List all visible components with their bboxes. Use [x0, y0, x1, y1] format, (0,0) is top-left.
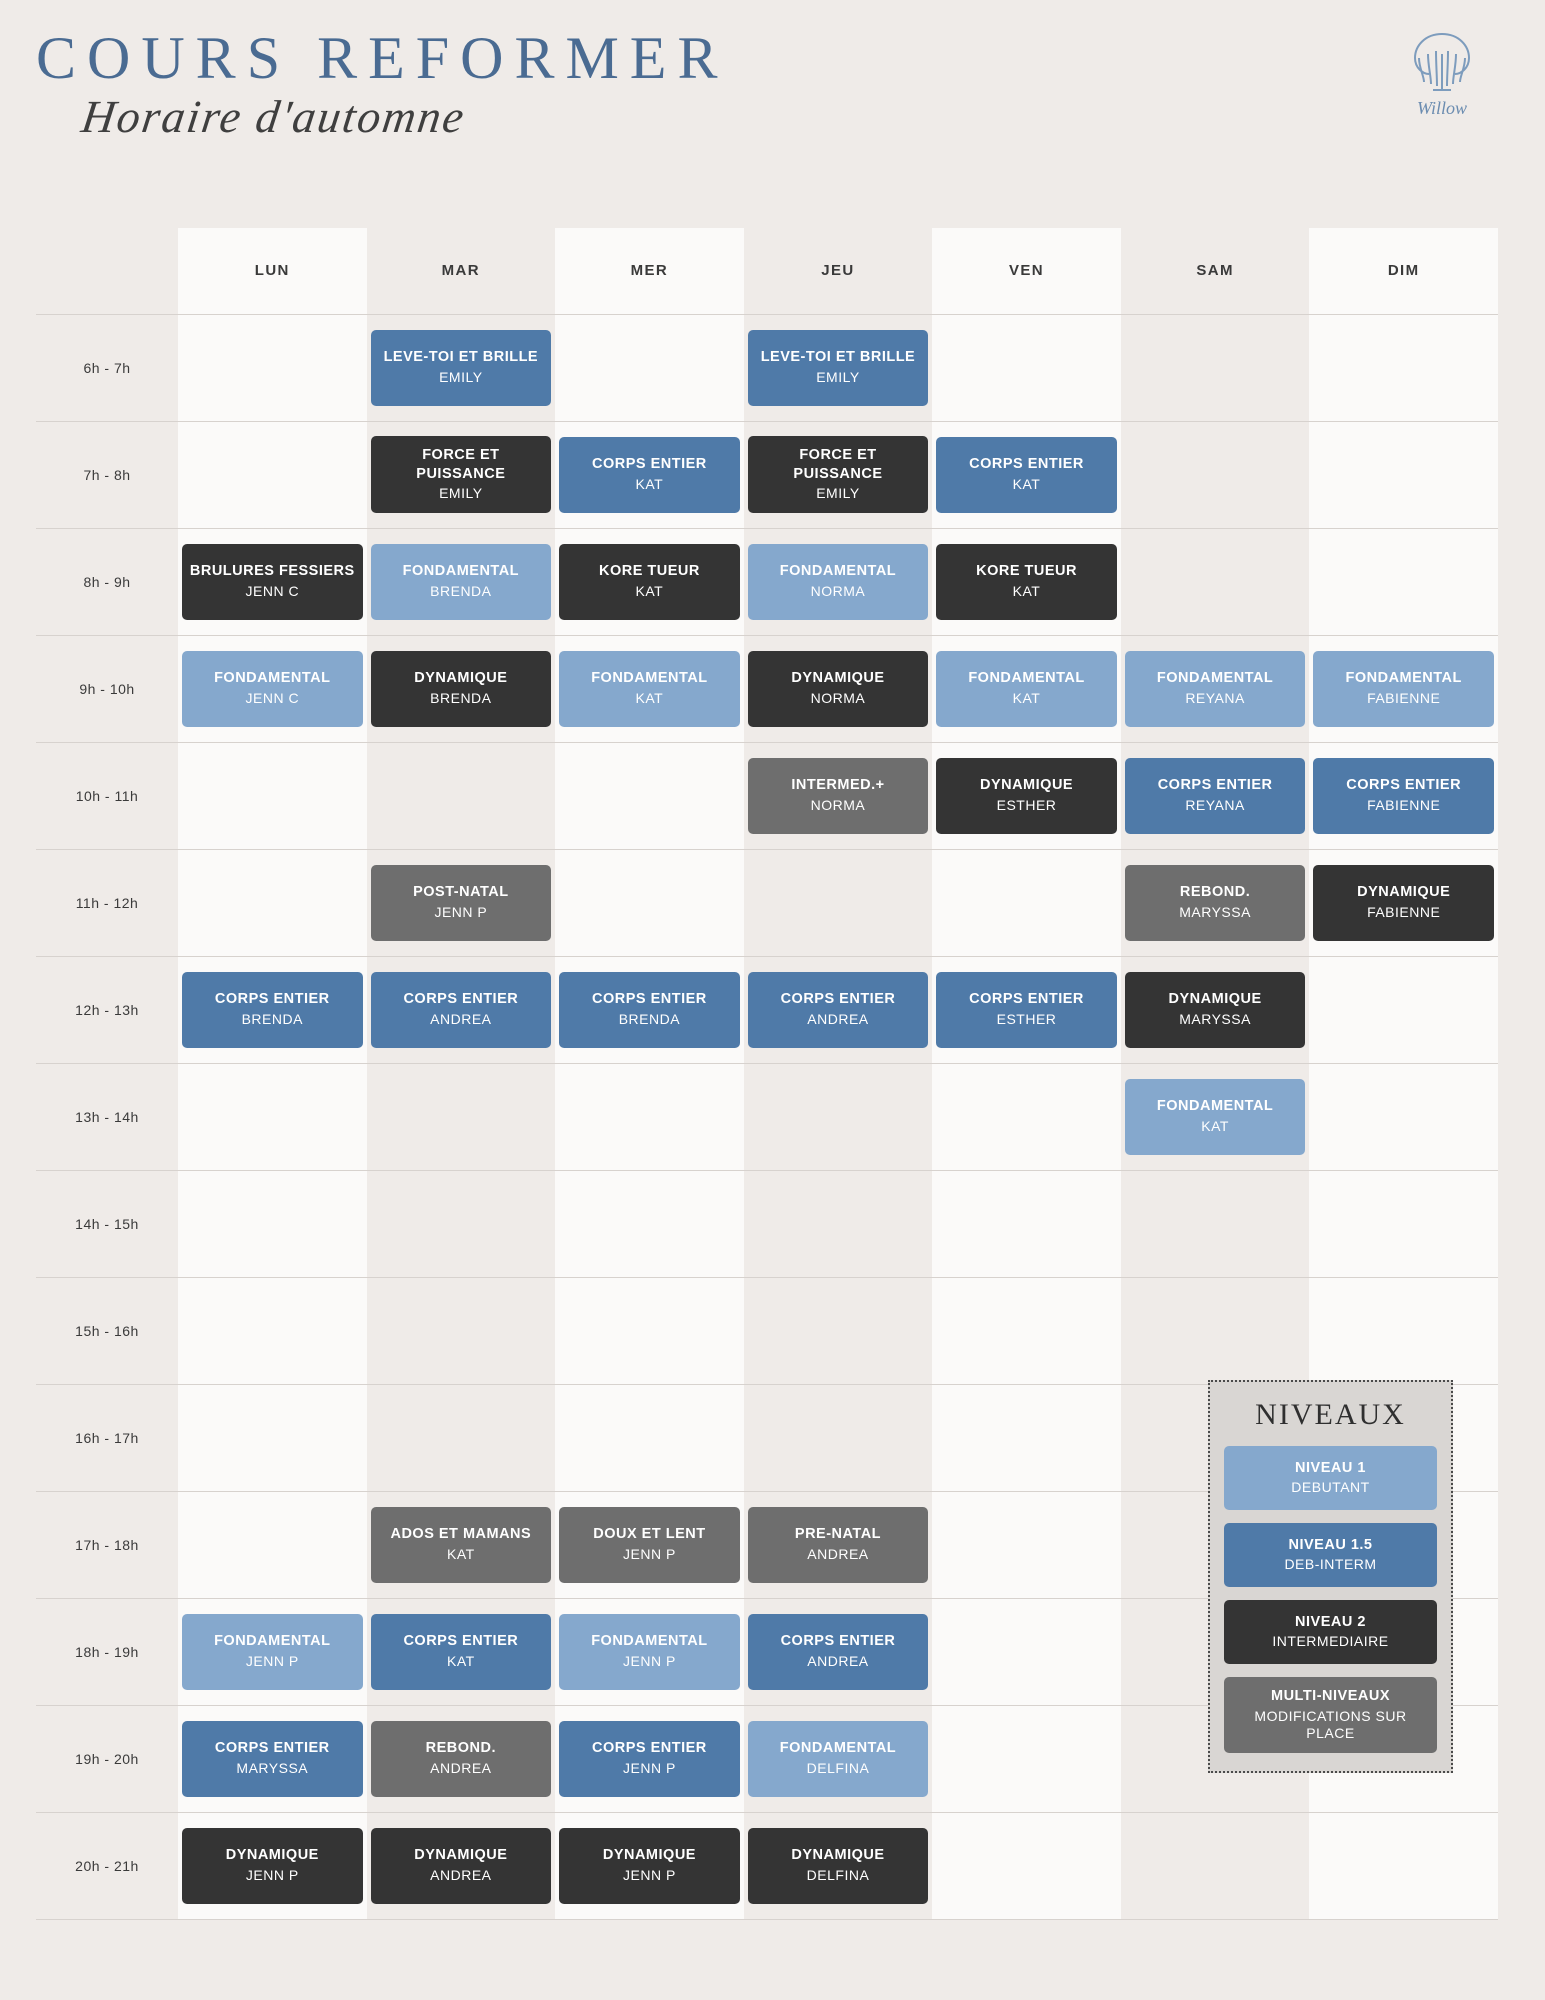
schedule-cell-mer	[555, 1277, 744, 1384]
class-name: DYNAMIQUE	[791, 1847, 885, 1864]
class-name: KORE TUEUR	[598, 563, 700, 580]
schedule-cell-mar	[367, 742, 556, 849]
class-teacher: DELFINA	[806, 1759, 870, 1776]
class-block[interactable]	[748, 1507, 929, 1583]
schedule-row	[36, 742, 1498, 849]
schedule-row	[36, 1277, 1498, 1384]
brand-logo	[1387, 24, 1497, 119]
schedule-cell-jeu	[744, 314, 933, 421]
class-name: INTERMED.+	[791, 777, 885, 794]
class-name: CORPS ENTIER	[214, 1740, 330, 1757]
class-name: CORPS ENTIER	[592, 1740, 707, 1757]
day-header-lun: LUN	[178, 228, 367, 314]
legend-item-desc: MODIFICATIONS SUR PLACE	[1254, 1707, 1407, 1742]
schedule-cell-lun	[178, 742, 367, 849]
class-teacher: REYANA	[1185, 796, 1245, 813]
class-block[interactable]	[371, 1721, 552, 1797]
class-teacher: JENN P	[623, 1652, 676, 1669]
class-teacher: BRENDA	[618, 1010, 681, 1027]
schedule-cell-lun	[178, 849, 367, 956]
class-block[interactable]	[182, 1828, 363, 1904]
legend-item-desc: INTERMEDIAIRE	[1272, 1633, 1389, 1650]
class-name: CORPS ENTIER	[780, 1633, 896, 1650]
schedule-cell-mer	[555, 956, 744, 1063]
class-teacher: NORMA	[810, 689, 866, 706]
schedule-cell-mar	[367, 314, 556, 421]
class-name: FONDAMENTAL	[214, 1633, 331, 1650]
class-block[interactable]	[371, 1614, 552, 1690]
class-teacher: KAT	[446, 1545, 475, 1562]
levels-legend	[1208, 1380, 1453, 1773]
schedule-cell-dim	[1309, 1277, 1498, 1384]
class-teacher: ANDREA	[430, 1866, 492, 1883]
class-teacher: KAT	[1201, 1117, 1229, 1134]
schedule-cell-mar	[367, 1705, 556, 1812]
day-header-mar: MAR	[367, 228, 556, 314]
class-name: LEVE-TOI ET BRILLE	[383, 349, 539, 366]
schedule-cell-mar	[367, 849, 556, 956]
class-teacher: FABIENNE	[1367, 903, 1441, 920]
schedule-cell-mar	[367, 528, 556, 635]
schedule-cell-lun	[178, 635, 367, 742]
time-column-header	[36, 228, 178, 314]
class-teacher: EMILY	[816, 485, 860, 502]
class-name: FONDAMENTAL	[779, 1740, 897, 1757]
schedule-row	[36, 849, 1498, 956]
schedule-cell-ven	[932, 1170, 1121, 1277]
time-label: 20h - 21h	[36, 1812, 178, 1919]
schedule-cell-mer	[555, 1598, 744, 1705]
class-block[interactable]	[182, 651, 363, 727]
class-teacher: JENN C	[245, 582, 300, 599]
schedule-row	[36, 421, 1498, 528]
time-label: 9h - 10h	[36, 635, 178, 742]
table-header-row	[36, 228, 1498, 314]
class-teacher: MARYSSA	[1179, 1010, 1251, 1027]
schedule-cell-mer	[555, 742, 744, 849]
time-label: 19h - 20h	[36, 1705, 178, 1812]
class-teacher: BRENDA	[241, 1010, 303, 1027]
class-block[interactable]	[748, 330, 929, 406]
schedule-cell-jeu	[744, 1063, 933, 1170]
legend-item-name: NIVEAU 1	[1295, 1459, 1366, 1476]
legend-item-name: MULTI-NIVEAUX	[1270, 1688, 1390, 1704]
schedule-cell-dim	[1309, 421, 1498, 528]
class-block[interactable]	[1313, 651, 1494, 727]
class-block[interactable]	[182, 1721, 363, 1797]
class-name: DYNAMIQUE	[225, 1847, 319, 1864]
class-teacher: JENN P	[623, 1545, 676, 1562]
schedule-row	[36, 1063, 1498, 1170]
schedule-cell-mar	[367, 1170, 556, 1277]
time-label: 18h - 19h	[36, 1598, 178, 1705]
class-name: FONDAMENTAL	[968, 670, 1085, 687]
legend-item-name: NIVEAU 2	[1295, 1613, 1366, 1630]
class-block[interactable]	[182, 1614, 363, 1690]
class-teacher: BRENDA	[430, 689, 492, 706]
schedule-cell-lun	[178, 1598, 367, 1705]
class-teacher: KAT	[635, 582, 664, 599]
class-name: CORPS ENTIER	[214, 991, 330, 1008]
schedule-cell-ven	[932, 421, 1121, 528]
schedule-cell-jeu	[744, 1384, 933, 1491]
class-name: KORE TUEUR	[976, 563, 1077, 580]
schedule-cell-sam	[1121, 956, 1310, 1063]
schedule-cell-mar	[367, 421, 556, 528]
class-teacher: MARYSSA	[236, 1759, 309, 1776]
schedule-cell-lun	[178, 314, 367, 421]
schedule-cell-ven	[932, 956, 1121, 1063]
schedule-cell-sam	[1121, 849, 1310, 956]
schedule-cell-lun	[178, 1491, 367, 1598]
class-block[interactable]	[559, 1507, 740, 1583]
day-header-dim: DIM	[1309, 228, 1498, 314]
schedule-cell-jeu	[744, 421, 933, 528]
class-block[interactable]	[1125, 865, 1306, 941]
schedule-cell-lun	[178, 1812, 367, 1919]
time-label: 14h - 15h	[36, 1170, 178, 1277]
class-teacher: JENN P	[434, 903, 488, 920]
schedule-cell-ven	[932, 635, 1121, 742]
class-block[interactable]	[1125, 651, 1306, 727]
class-name: FONDAMENTAL	[779, 563, 897, 580]
class-block[interactable]	[748, 436, 929, 513]
class-teacher: EMILY	[439, 485, 483, 502]
schedule-cell-jeu	[744, 528, 933, 635]
class-teacher: EMILY	[439, 368, 483, 385]
class-teacher: JENN P	[623, 1866, 676, 1883]
class-block[interactable]	[936, 758, 1117, 834]
class-teacher: NORMA	[810, 796, 866, 813]
schedule-cell-jeu	[744, 849, 933, 956]
class-teacher: NORMA	[810, 582, 866, 599]
class-teacher: ANDREA	[430, 1759, 492, 1776]
schedule-cell-dim	[1309, 1063, 1498, 1170]
schedule-cell-jeu	[744, 1491, 933, 1598]
schedule-cell-mar	[367, 1491, 556, 1598]
class-name: DYNAMIQUE	[979, 777, 1074, 794]
schedule-cell-mar	[367, 635, 556, 742]
time-label: 8h - 9h	[36, 528, 178, 635]
page-title: COURS REFORMER	[36, 25, 729, 91]
time-label: 16h - 17h	[36, 1384, 178, 1491]
class-name: REBOND.	[1179, 884, 1251, 901]
class-block[interactable]	[371, 651, 552, 727]
schedule-row	[36, 314, 1498, 421]
class-name: FONDAMENTAL	[1156, 1098, 1274, 1115]
schedule-cell-ven	[932, 314, 1121, 421]
time-label: 13h - 14h	[36, 1063, 178, 1170]
class-block[interactable]	[748, 544, 929, 620]
class-block[interactable]	[559, 1614, 740, 1690]
class-block[interactable]	[182, 544, 363, 620]
schedule-cell-mar	[367, 1812, 556, 1919]
class-name: CORPS ENTIER	[592, 456, 707, 473]
schedule-cell-mer	[555, 421, 744, 528]
schedule-cell-mar	[367, 1277, 556, 1384]
schedule-cell-mer	[555, 1491, 744, 1598]
class-block[interactable]	[182, 972, 363, 1048]
class-block[interactable]	[559, 544, 740, 620]
schedule-cell-ven	[932, 1705, 1121, 1812]
class-name: DYNAMIQUE	[414, 670, 508, 687]
class-name: DYNAMIQUE	[414, 1847, 508, 1864]
schedule-cell-mar	[367, 1063, 556, 1170]
schedule-cell-ven	[932, 742, 1121, 849]
class-name: FORCE ET PUISSANCE	[793, 447, 883, 482]
class-block[interactable]	[371, 1507, 552, 1583]
schedule-cell-jeu	[744, 1170, 933, 1277]
schedule-cell-jeu	[744, 1277, 933, 1384]
schedule-cell-dim	[1309, 1170, 1498, 1277]
schedule-cell-jeu	[744, 1812, 933, 1919]
schedule-cell-mar	[367, 1598, 556, 1705]
time-label: 17h - 18h	[36, 1491, 178, 1598]
legend-item	[1224, 1677, 1437, 1753]
schedule-row	[36, 1170, 1498, 1277]
time-label: 15h - 16h	[36, 1277, 178, 1384]
class-name: CORPS ENTIER	[403, 991, 519, 1008]
legend-item	[1224, 1523, 1437, 1587]
time-label: 11h - 12h	[36, 849, 178, 956]
class-name: FORCE ET PUISSANCE	[416, 447, 506, 482]
class-teacher: MARYSSA	[1179, 903, 1251, 920]
class-teacher: ANDREA	[807, 1010, 869, 1027]
class-name: CORPS ENTIER	[780, 991, 896, 1008]
schedule-cell-mar	[367, 1384, 556, 1491]
class-name: FONDAMENTAL	[591, 670, 708, 687]
class-block[interactable]	[936, 651, 1117, 727]
class-block[interactable]	[559, 972, 740, 1048]
schedule-cell-jeu	[744, 1705, 933, 1812]
schedule-cell-lun	[178, 528, 367, 635]
class-block[interactable]	[1313, 865, 1494, 941]
time-label: 12h - 13h	[36, 956, 178, 1063]
schedule-cell-lun	[178, 1705, 367, 1812]
legend-item-name: NIVEAU 1.5	[1288, 1536, 1373, 1553]
schedule-cell-dim	[1309, 849, 1498, 956]
day-header-mer: MER	[555, 228, 744, 314]
class-name: DYNAMIQUE	[602, 1847, 696, 1864]
legend-item	[1224, 1446, 1437, 1510]
class-block[interactable]	[748, 1721, 929, 1797]
schedule-cell-mer	[555, 1384, 744, 1491]
schedule-cell-lun	[178, 421, 367, 528]
schedule-cell-ven	[932, 1277, 1121, 1384]
class-block[interactable]	[371, 972, 552, 1048]
schedule-cell-lun	[178, 1063, 367, 1170]
schedule-cell-sam	[1121, 528, 1310, 635]
schedule-cell-lun	[178, 956, 367, 1063]
class-name: CORPS ENTIER	[1157, 777, 1273, 794]
class-name: CORPS ENTIER	[592, 991, 707, 1008]
class-block[interactable]	[748, 1614, 929, 1690]
class-name: ADOS ET MAMANS	[390, 1526, 532, 1543]
class-block[interactable]	[748, 758, 929, 834]
class-teacher: ESTHER	[996, 1010, 1057, 1027]
legend-title: NIVEAUX	[1255, 1398, 1406, 1431]
schedule-row	[36, 528, 1498, 635]
schedule-row	[36, 956, 1498, 1063]
schedule-cell-ven	[932, 1812, 1121, 1919]
class-teacher: KAT	[635, 475, 664, 492]
class-name: REBOND.	[425, 1740, 497, 1757]
schedule-cell-sam	[1121, 314, 1310, 421]
schedule-cell-dim	[1309, 956, 1498, 1063]
class-name: DYNAMIQUE	[1357, 884, 1451, 901]
time-label: 10h - 11h	[36, 742, 178, 849]
class-name: FONDAMENTAL	[591, 1633, 708, 1650]
schedule-cell-mer	[555, 528, 744, 635]
class-block[interactable]	[371, 544, 552, 620]
class-teacher: EMILY	[816, 368, 860, 385]
schedule-cell-mer	[555, 849, 744, 956]
willow-tree-icon	[1387, 24, 1497, 96]
schedule-cell-sam	[1121, 1170, 1310, 1277]
schedule-cell-mer	[555, 1705, 744, 1812]
class-name: CORPS ENTIER	[403, 1633, 519, 1650]
class-name: FONDAMENTAL	[1156, 670, 1274, 687]
class-teacher: KAT	[1012, 689, 1041, 706]
class-teacher: JENN C	[245, 689, 300, 706]
class-block[interactable]	[748, 972, 929, 1048]
class-name: PRE-NATAL	[794, 1526, 882, 1543]
class-teacher: DELFINA	[806, 1866, 870, 1883]
schedule-cell-lun	[178, 1277, 367, 1384]
time-label: 7h - 8h	[36, 421, 178, 528]
schedule-cell-ven	[932, 1063, 1121, 1170]
class-teacher: JENN P	[245, 1652, 299, 1669]
legend-item	[1224, 1600, 1437, 1664]
class-teacher: KAT	[635, 689, 664, 706]
day-header-ven: VEN	[932, 228, 1121, 314]
class-name: LEVE-TOI ET BRILLE	[760, 349, 916, 366]
schedule-cell-sam	[1121, 635, 1310, 742]
class-block[interactable]	[1125, 1079, 1306, 1155]
legend-items	[1224, 1446, 1437, 1753]
schedule-cell-mer	[555, 1170, 744, 1277]
schedule-cell-dim	[1309, 528, 1498, 635]
schedule-cell-mer	[555, 314, 744, 421]
schedule-cell-ven	[932, 849, 1121, 956]
legend-item-desc: DEB-INTERM	[1284, 1556, 1377, 1573]
schedule-cell-dim	[1309, 1812, 1498, 1919]
class-teacher: JENN P	[623, 1759, 676, 1776]
schedule-cell-lun	[178, 1384, 367, 1491]
schedule-cell-sam	[1121, 421, 1310, 528]
class-block[interactable]	[559, 437, 740, 513]
class-name: FONDAMENTAL	[402, 563, 520, 580]
legend-item-desc: DEBUTANT	[1291, 1479, 1370, 1496]
logo-text: Willow	[1416, 98, 1467, 118]
class-block[interactable]	[936, 437, 1117, 513]
class-teacher: KAT	[1012, 475, 1041, 492]
class-name: POST-NATAL	[413, 884, 509, 901]
schedule-cell-jeu	[744, 742, 933, 849]
class-teacher: JENN P	[245, 1866, 299, 1883]
class-block[interactable]	[559, 1721, 740, 1797]
class-block[interactable]	[371, 1828, 552, 1904]
class-teacher: FABIENNE	[1367, 689, 1441, 706]
schedule-cell-jeu	[744, 1598, 933, 1705]
schedule-cell-ven	[932, 1491, 1121, 1598]
class-block[interactable]	[371, 865, 552, 941]
schedule-cell-sam	[1121, 742, 1310, 849]
schedule-cell-sam	[1121, 1063, 1310, 1170]
class-teacher: REYANA	[1185, 689, 1245, 706]
time-label: 6h - 7h	[36, 314, 178, 421]
schedule-cell-ven	[932, 1384, 1121, 1491]
class-teacher: FABIENNE	[1367, 796, 1441, 813]
schedule-cell-lun	[178, 1170, 367, 1277]
class-name: FONDAMENTAL	[214, 670, 331, 687]
schedule-cell-sam	[1121, 1812, 1310, 1919]
class-name: CORPS ENTIER	[1346, 777, 1462, 794]
schedule-cell-mer	[555, 1812, 744, 1919]
class-teacher: KAT	[446, 1652, 475, 1669]
class-block[interactable]	[371, 436, 552, 513]
schedule-cell-mer	[555, 635, 744, 742]
page-subtitle: Horaire d'automne	[78, 91, 469, 142]
class-block[interactable]	[559, 1828, 740, 1904]
class-block[interactable]	[748, 651, 929, 727]
schedule-cell-dim	[1309, 314, 1498, 421]
class-block[interactable]	[371, 330, 552, 406]
class-name: DYNAMIQUE	[1168, 991, 1262, 1008]
class-block[interactable]	[559, 651, 740, 727]
class-block[interactable]	[936, 972, 1117, 1048]
class-name: BRULURES FESSIERS	[189, 563, 355, 580]
day-header-sam: SAM	[1121, 228, 1310, 314]
class-name: DYNAMIQUE	[791, 670, 885, 687]
class-teacher: ANDREA	[807, 1652, 869, 1669]
class-block[interactable]	[1313, 758, 1494, 834]
class-name: CORPS ENTIER	[969, 991, 1084, 1008]
schedule-cell-ven	[932, 1598, 1121, 1705]
day-header-jeu: JEU	[744, 228, 933, 314]
class-block[interactable]	[748, 1828, 929, 1904]
class-block[interactable]	[936, 544, 1117, 620]
class-block[interactable]	[1125, 758, 1306, 834]
class-teacher: BRENDA	[430, 582, 492, 599]
class-name: CORPS ENTIER	[969, 456, 1084, 473]
class-teacher: ESTHER	[996, 796, 1057, 813]
schedule-cell-mer	[555, 1063, 744, 1170]
schedule-row	[36, 1812, 1498, 1919]
page-header	[36, 25, 729, 143]
schedule-cell-dim	[1309, 635, 1498, 742]
class-teacher: ANDREA	[430, 1010, 492, 1027]
schedule-cell-jeu	[744, 635, 933, 742]
schedule-cell-sam	[1121, 1277, 1310, 1384]
schedule-cell-ven	[932, 528, 1121, 635]
class-name: DOUX ET LENT	[593, 1526, 706, 1543]
class-name: FONDAMENTAL	[1345, 670, 1462, 687]
class-block[interactable]	[1125, 972, 1306, 1048]
schedule-cell-jeu	[744, 956, 933, 1063]
schedule-cell-dim	[1309, 742, 1498, 849]
schedule-cell-mar	[367, 956, 556, 1063]
schedule-row	[36, 635, 1498, 742]
class-teacher: ANDREA	[807, 1545, 869, 1562]
class-teacher: KAT	[1012, 582, 1041, 599]
